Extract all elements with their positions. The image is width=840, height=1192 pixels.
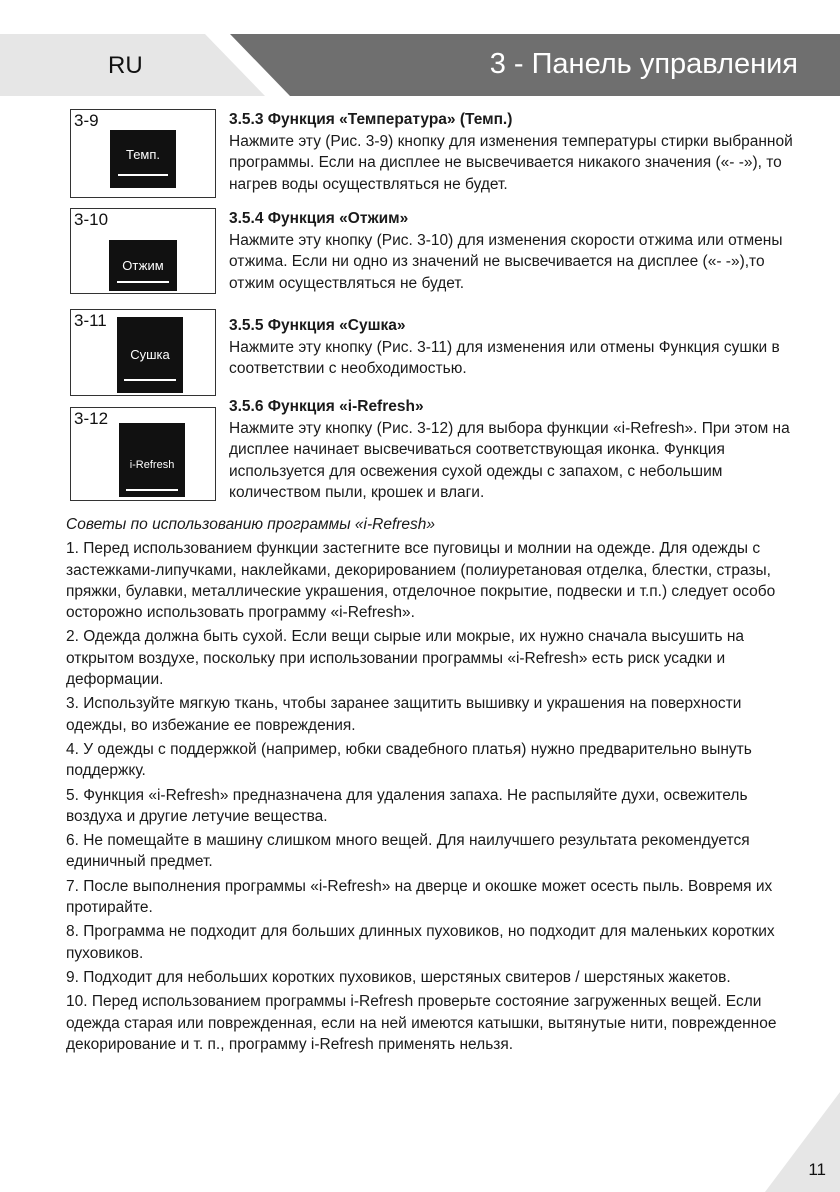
section-text: Нажмите эту (Рис. 3-9) кнопку для изменения температуры стирки выбранной программы. Если на дисплее не высвечивается никакого значения («- -»), то нагрев воды осуществляться не будет.	[229, 132, 793, 193]
figure-3-12	[70, 407, 216, 501]
button-label: Отжим	[122, 258, 164, 273]
section-heading: 3.5.3 Функция «Температура» (Темп.)	[229, 111, 513, 128]
page-title: 3 - Панель управления	[489, 48, 798, 80]
section-text: Нажмите эту кнопку (Рис. 3-12) для выбора функции «i-Refresh». При этом на дисплее начинает высвечиваться соответствующая иконка. Функция используется для освежения сухой одежды с запахом, с небольшим количеством пыли, крошек и влаги.	[229, 419, 790, 501]
section-i-refresh	[229, 396, 814, 504]
tip-item: 7. После выполнения программы «i-Refresh» на дверце и окошке может осесть пыль. Вовремя их протирайте.	[66, 877, 773, 917]
section-heading: 3.5.4 Функция «Отжим»	[229, 210, 409, 227]
tips-block	[66, 514, 796, 1058]
section-dry	[229, 315, 814, 380]
button-underline	[126, 489, 178, 491]
section-spin	[229, 208, 814, 294]
figure-number: 3-10	[74, 210, 109, 229]
footer-corner	[765, 1092, 840, 1192]
section-text: Нажмите эту кнопку (Рис. 3-11) для изменения или отмены Функция сушки в соответствии с необходимостью.	[229, 338, 780, 377]
section-heading: 3.5.5 Функция «Сушка»	[229, 317, 406, 334]
tips-title: Советы по использованию программы «i-Refresh»	[66, 516, 436, 533]
figure-3-9	[70, 109, 216, 198]
language-label: RU	[108, 52, 143, 79]
spin-button[interactable]	[109, 240, 177, 291]
tip-item: 1. Перед использованием функции застегните все пуговицы и молнии на одежде. Для одежды с застежками-липучками, наклейками, декорированием (полиуретановая отделка, блестки, стразы, пряжки, булавки, металлические украшения, отделочное покрытие, подвески и т.п.) следует особо осторожно использовать программу «i-Refresh».	[66, 540, 776, 622]
figure-number: 3-11	[74, 311, 107, 330]
tip-item: 4. У одежды с поддержкой (например, юбки свадебного платья) нужно предварительно вынуть поддержку.	[66, 740, 752, 780]
section-heading: 3.5.6 Функция «i-Refresh»	[229, 398, 424, 415]
button-underline	[124, 379, 176, 381]
button-underline	[117, 281, 169, 283]
button-label: i-Refresh	[129, 459, 175, 471]
button-underline	[118, 174, 168, 176]
figure-3-10	[70, 208, 216, 294]
tip-item: 8. Программа не подходит для больших длинных пуховиков, но подходит для маленьких коротких пуховиков.	[66, 923, 775, 962]
page-number: 11	[808, 1160, 826, 1179]
dry-button[interactable]	[117, 317, 183, 393]
figure-3-11	[70, 309, 216, 396]
button-label: Темп.	[125, 147, 161, 162]
tip-item: 10. Перед использованием программы i-Refresh проверьте состояние загруженных вещей. Если одежда старая или поврежденная, если на ней имеются катышки, вытянутые нити, поврежденное декорирование и т. п., программу i-Refresh применять нельзя.	[66, 993, 777, 1053]
tip-item: 2. Одежда должна быть сухой. Если вещи сырые или мокрые, их нужно сначала высушить на открытом воздухе, поскольку при использовании программы «i-Refresh» есть риск усадки и деформации.	[66, 628, 745, 689]
section-temperature	[229, 109, 814, 195]
figure-number: 3-9	[74, 111, 99, 130]
tip-item: 9. Подходит для небольших коротких пуховиков, шерстяных свитеров / шерстяных жакетов.	[66, 968, 731, 986]
i-refresh-button[interactable]	[119, 423, 185, 497]
tip-item: 3. Используйте мягкую ткань, чтобы заранее защитить вышивку и украшения на поверхности одежды, во избежание ее повреждения.	[66, 695, 742, 734]
button-label: Сушка	[130, 347, 170, 362]
figure-number: 3-12	[74, 409, 109, 428]
section-text: Нажмите эту кнопку (Рис. 3-10) для изменения скорости отжима или отмены отжима. Если ни одно из значений не высвечивается на дисплее («- -»),то отжим осуществляться не будет.	[229, 231, 783, 292]
tip-item: 5. Функция «i-Refresh» предназначена для удаления запаха. Не распыляйте духи, освежитель воздуха и другие летучие вещества.	[66, 786, 748, 825]
temp-button[interactable]	[110, 130, 176, 188]
tip-item: 6. Не помещайте в машину слишком много вещей. Для наилучшего результата рекомендуется единичный предмет.	[66, 832, 750, 871]
